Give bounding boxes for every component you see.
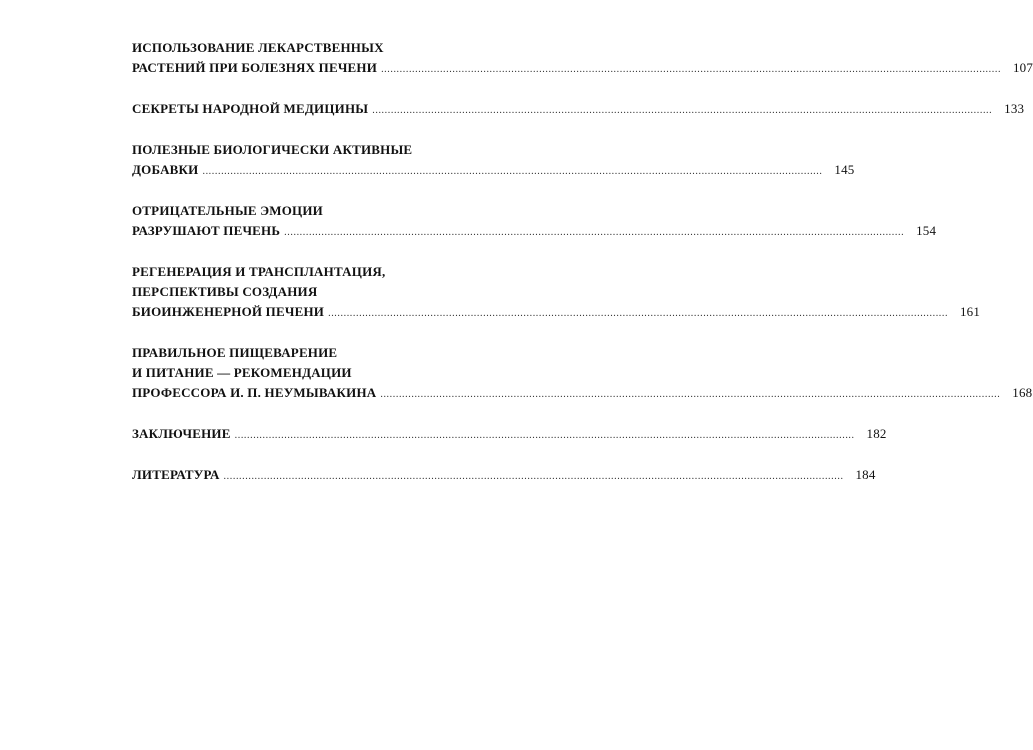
toc-page-number: 107	[1012, 60, 1033, 75]
toc-entry-line	[132, 282, 498, 302]
toc-entry-line	[132, 262, 498, 282]
dot-leader: ........................................................................................................................................................................................................	[202, 166, 823, 177]
dot-leader: ........................................................................................................................................................................................................	[372, 105, 993, 116]
toc-entry-line	[132, 343, 498, 363]
toc-entry-line	[132, 221, 937, 243]
toc-entry[interactable]	[132, 424, 887, 446]
dot-leader: ........................................................................................................................................................................................................	[380, 389, 1001, 400]
toc-entry-line	[132, 465, 876, 487]
toc-entry[interactable]	[132, 465, 876, 487]
toc-entry-line	[132, 38, 498, 58]
toc-entry-title: БИОИНЖЕНЕРНОЙ ПЕЧЕНИ	[132, 304, 325, 319]
toc-page-number: 161	[959, 304, 981, 319]
toc-entry-title: ПОЛЕЗНЫЕ БИОЛОГИЧЕСКИ АКТИВНЫЕ	[132, 142, 413, 157]
toc-entry-line	[132, 58, 1033, 80]
toc-entry-line	[132, 99, 1025, 121]
toc-entry[interactable]	[132, 99, 1025, 121]
toc-page-number: 154	[916, 223, 937, 238]
toc-entry-title: ОТРИЦАТЕЛЬНЫЕ ЭМОЦИИ	[132, 203, 323, 218]
dot-leader: ........................................................................................................................................................................................................	[284, 227, 905, 238]
toc-entry-title: ИСПОЛЬЗОВАНИЕ ЛЕКАРСТВЕННЫХ	[132, 40, 384, 55]
toc-entry-line	[132, 160, 855, 182]
toc-entry-line	[132, 424, 887, 446]
toc-entry-title: И ПИТАНИЕ — РЕКОМЕНДАЦИИ	[132, 365, 352, 380]
toc-entry-title: ПРОФЕССОРА И. П. НЕУМЫВАКИНА	[132, 385, 377, 400]
toc-entry-title: ДОБАВКИ	[132, 162, 199, 177]
dot-leader: ........................................................................................................................................................................................................	[328, 308, 949, 319]
toc-entry-line	[132, 383, 1033, 405]
toc-entry-title: РЕГЕНЕРАЦИЯ И ТРАНСПЛАНТАЦИЯ,	[132, 264, 386, 279]
toc-page-number: 133	[1004, 101, 1025, 116]
toc-entry-line	[132, 140, 498, 160]
dot-leader: ........................................................................................................................................................................................................	[381, 64, 1002, 75]
dot-leader: ........................................................................................................................................................................................................	[223, 471, 844, 482]
toc-entry[interactable]	[132, 262, 981, 324]
toc-entry-title: ЗАКЛЮЧЕНИЕ	[132, 426, 231, 441]
dot-leader: ........................................................................................................................................................................................................	[234, 430, 855, 441]
toc-entry-title: ЛИТЕРАТУРА	[132, 467, 220, 482]
toc-entry[interactable]	[132, 140, 855, 182]
toc-entry[interactable]	[132, 201, 937, 243]
toc-page-number: 184	[855, 467, 876, 482]
toc-entry-line	[132, 302, 981, 324]
toc-page-number: 182	[866, 426, 887, 441]
toc-entry-title: ПЕРСПЕКТИВЫ СОЗДАНИЯ	[132, 284, 318, 299]
toc-page-number: 145	[834, 162, 855, 177]
toc-entry-title: СЕКРЕТЫ НАРОДНОЙ МЕДИЦИНЫ	[132, 101, 369, 116]
toc-entry-line	[132, 363, 498, 383]
toc-entry-title: РАСТЕНИЙ ПРИ БОЛЕЗНЯХ ПЕЧЕНИ	[132, 60, 378, 75]
table-of-contents	[132, 38, 1033, 506]
toc-entry-title: ПРАВИЛЬНОЕ ПИЩЕВАРЕНИЕ	[132, 345, 338, 360]
toc-entry-line	[132, 201, 498, 221]
toc-entry-title: РАЗРУШАЮТ ПЕЧЕНЬ	[132, 223, 281, 238]
toc-entry[interactable]	[132, 343, 1033, 405]
toc-page-number: 168	[1012, 385, 1033, 400]
toc-entry[interactable]	[132, 38, 1033, 80]
